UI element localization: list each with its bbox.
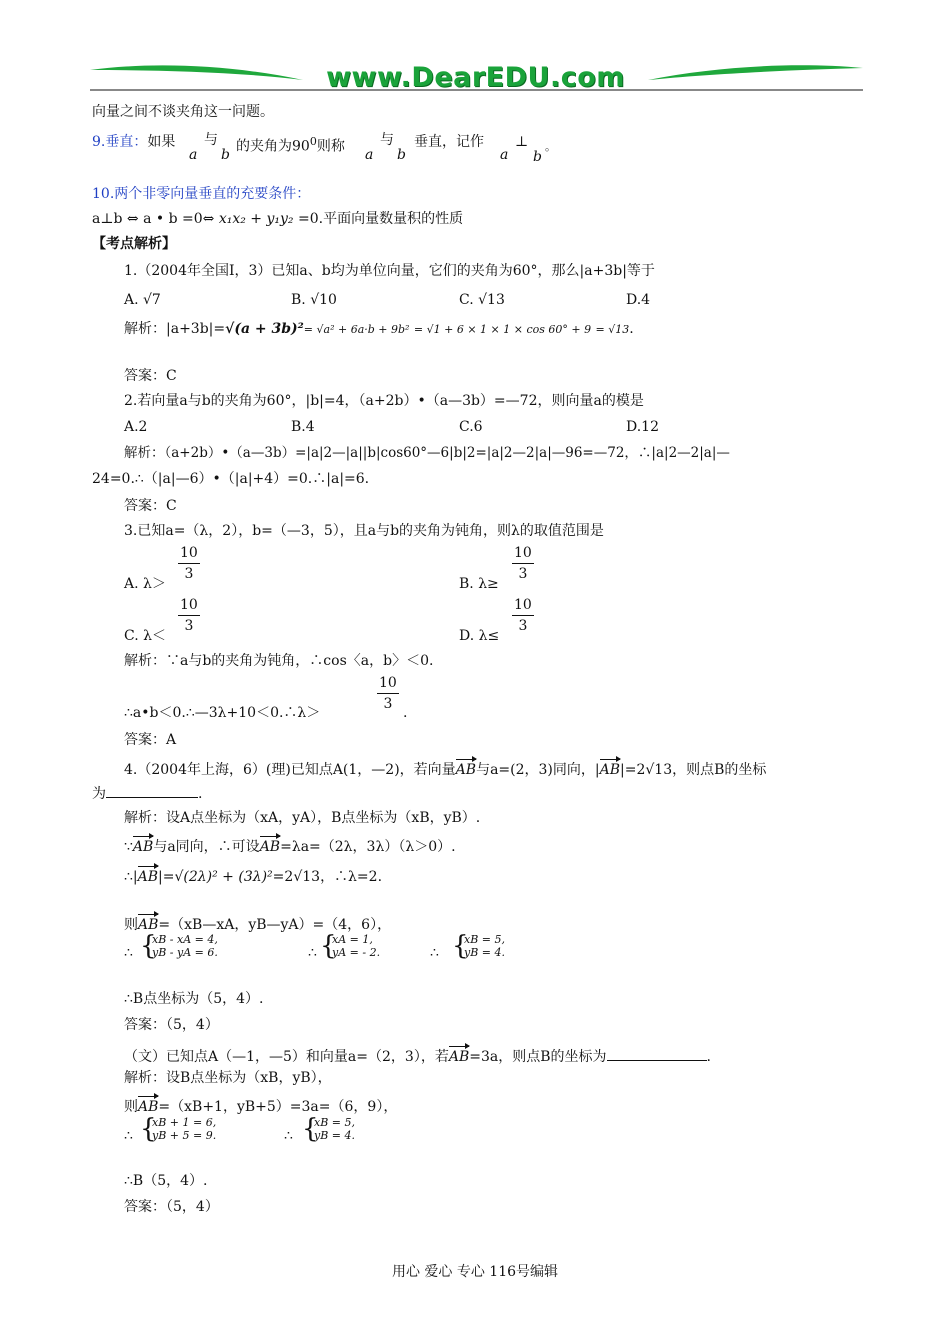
- text: =（xB—xA，yB—yA）=（4，6），: [158, 917, 392, 933]
- text-yu: 与: [380, 132, 394, 148]
- text: 的夹角为90: [236, 138, 310, 155]
- q4-solution-line-4: [124, 916, 391, 934]
- q3-solution-line-2: ∴a•b＜0.∴—3λ+10＜0.∴λ＞: [124, 705, 321, 721]
- equation-row: xB = 5,: [464, 933, 505, 946]
- text: ，则点B的坐标: [672, 762, 767, 778]
- vector-ab: AB: [455, 762, 477, 778]
- q1-option-c: [459, 291, 505, 309]
- perp-symbol: ⊥: [515, 134, 529, 150]
- text: 则称: [316, 138, 345, 155]
- therefore-symbol: ∴: [124, 1128, 133, 1144]
- value: √7: [143, 292, 161, 308]
- text-yu: 与: [204, 132, 218, 148]
- equation-system: { xB = 5, yB = 4.: [302, 1114, 356, 1144]
- var-b: b: [397, 147, 406, 163]
- superscript: 0: [309, 135, 317, 148]
- formula: √(2λ)² + (3λ)²: [174, 869, 273, 885]
- q2-option-c: C.6: [459, 419, 483, 435]
- q4-solution-line-2: [124, 838, 456, 856]
- vector-ab: AB: [599, 762, 621, 778]
- text: =2: [272, 869, 294, 885]
- q2-solution-line-1: 解析：（a+2b）•（a—3b）=|a|2—|a||b|cos60°—6|b|2=|a|2—2|a|—96=—72，∴|a|2—2|a|—: [124, 445, 730, 461]
- text: （文）已知点A（—1，—5）和向量a=（2，3），若: [124, 1049, 449, 1065]
- therefore-symbol: ∴: [430, 945, 439, 961]
- fraction-10-3: [512, 597, 534, 634]
- answer-blank[interactable]: [106, 783, 198, 798]
- denominator: 3: [184, 566, 194, 582]
- therefore-symbol: ∴: [124, 945, 133, 961]
- equation-row: xA = 1,: [332, 933, 373, 946]
- q2-option-d: D.12: [626, 419, 659, 435]
- question-4-line-2: 为 .: [92, 783, 202, 803]
- value: √10: [310, 292, 337, 308]
- text: ∵: [124, 839, 133, 855]
- q3-answer: 答案：A: [124, 732, 177, 748]
- q2-solution-line-2: 24=0.∴（|a|—6）•（|a|+4）=0.∴|a|=6.: [92, 471, 370, 487]
- fraction-10-3: [178, 545, 200, 582]
- text: 与a=(2，3)同向，|: [476, 762, 600, 778]
- numerator: 10: [180, 597, 198, 613]
- q5-solution-line-2: [124, 1098, 397, 1116]
- q3-option-d: D. λ≤: [459, 628, 500, 644]
- equation-row: yB = 4.: [314, 1129, 356, 1142]
- text: 则: [124, 917, 138, 933]
- sqrt-13: √13: [293, 869, 321, 885]
- q3-solution-line-1: 解析：∵a与b的夹角为钝角，∴cos〈a，b〉＜0.: [124, 653, 434, 669]
- text: 与a同向，∴可设: [153, 839, 260, 855]
- text-notation: 垂直，记作: [414, 134, 484, 150]
- vector-ab: AB: [259, 839, 281, 855]
- equation-system: { xB + 1 = 6, yB + 5 = 9.: [140, 1114, 217, 1144]
- numerator: 10: [514, 597, 532, 613]
- label: A.: [124, 292, 139, 308]
- equation-system: { xB - xA = 4, yB - yA = 6.: [140, 931, 218, 961]
- vector-ab: AB: [138, 917, 159, 933]
- equation-row: xB = 5,: [314, 1116, 355, 1129]
- q1-option-d: D.4: [626, 292, 651, 308]
- text: 则: [124, 1099, 138, 1115]
- text: ，∴λ=2.: [320, 869, 383, 885]
- text: |=: [158, 869, 175, 885]
- text: =λa=（2λ，3λ）（λ＞0）.: [280, 839, 456, 855]
- period: 。: [545, 140, 556, 153]
- text: 为: [92, 786, 106, 802]
- var-b: b: [221, 147, 230, 163]
- period: .: [403, 705, 408, 721]
- question-3: 3.已知a=（λ，2），b=（—3，5），且a与b的夹角为钝角，则λ的取值范围是: [124, 523, 604, 539]
- therefore-symbol: ∴: [284, 1128, 293, 1144]
- q2-option-b: B.4: [291, 419, 315, 435]
- label: C.: [459, 292, 474, 308]
- q3-option-a: A. λ＞: [124, 576, 166, 592]
- equation-system: { xA = 1, yA = - 2.: [320, 931, 381, 961]
- answer-blank[interactable]: [607, 1046, 707, 1061]
- numerator: 10: [514, 545, 532, 561]
- intro-text: 向量之间不谈夹角这一问题。: [92, 104, 274, 120]
- section-10-heading: 10.两个非零向量垂直的充要条件：: [92, 186, 311, 202]
- var-b: b: [533, 149, 542, 165]
- q3-option-c: C. λ＜: [124, 628, 166, 644]
- q1-solution: 解析：|a+3b|=√(a + 3b)²= √a² + 6a·b + 9b² = √1 + 6 × 1 × 1 × cos 60° + 9 = √13.: [124, 321, 634, 337]
- text: =（xB+1，yB+5）=3a=（6，9），: [158, 1099, 398, 1115]
- vector-ab: AB: [132, 839, 154, 855]
- section-heading: 【考点解析】: [92, 236, 176, 252]
- q1-option-b: [291, 291, 337, 309]
- vector-ab: AB: [138, 1099, 159, 1115]
- therefore-symbol: ∴: [308, 945, 317, 961]
- equation-row: xB + 1 = 6,: [152, 1116, 217, 1129]
- denominator: 3: [184, 618, 194, 634]
- question-4-wen: （文）已知点A（—1，—5）和向量a=（2，3），若AB=3a，则点B的坐标为 .: [124, 1046, 711, 1066]
- question-2: 2.若向量a与b的夹角为60°，|b|=4，（a+2b）•（a—3b）=—72，则向量a的模是: [124, 393, 644, 409]
- equation-row: xB - xA = 4,: [152, 933, 218, 946]
- denominator: 3: [383, 696, 393, 712]
- var-a: a: [189, 147, 198, 163]
- formula: √(a + 3b)²: [225, 321, 304, 337]
- formula: = √1 + 6 × 1 × 1 × cos 60° + 9: [413, 323, 592, 336]
- var-a: a: [500, 147, 509, 163]
- formula: x₁x₂ + y₁y₂: [218, 211, 294, 227]
- page-footer: 用心 爱心 专心 116号编辑: [391, 1264, 559, 1280]
- q5-solution-line-1: 解析：设B点坐标为（xB，yB），: [124, 1070, 332, 1086]
- question-4-line-1: [124, 761, 766, 779]
- fraction-10-3: [512, 545, 534, 582]
- page-header: [88, 58, 863, 98]
- vector-ab: AB: [137, 869, 159, 885]
- text: ∴|: [124, 869, 138, 885]
- perpendicular-definition: [92, 133, 175, 151]
- equation-row: yB - yA = 6.: [152, 946, 218, 959]
- equation-row: yA = - 2.: [332, 946, 381, 959]
- formula: = √13: [595, 323, 630, 336]
- text: a⊥b ⇔ a • b =0⇔: [92, 211, 215, 227]
- numerator: 10: [379, 675, 397, 691]
- denominator: 3: [518, 566, 528, 582]
- fraction-10-3: [178, 597, 200, 634]
- q4-answer: 答案：（5，4）: [124, 1017, 219, 1033]
- equation-row: yB = 4.: [464, 946, 506, 959]
- equation-row: yB + 5 = 9.: [152, 1129, 217, 1142]
- q4-solution-line-1: 解析：设A点坐标为（xA，yA），B点坐标为（xB，yB）.: [124, 810, 481, 826]
- var-a: a: [365, 147, 374, 163]
- text: =3a，则点B的坐标为: [469, 1049, 607, 1065]
- site-brand: www.DearEDU.com: [326, 62, 625, 93]
- q3-option-b: B. λ≥: [459, 576, 499, 592]
- text-angle: [236, 133, 345, 156]
- text: 4.（2004年上海，6）(理)已知点A(1，—2)，若向量: [124, 762, 456, 778]
- value: √13: [478, 292, 505, 308]
- q1-option-a: [124, 291, 161, 309]
- formula: = √a² + 6a·b + 9b²: [303, 323, 410, 336]
- sqrt-13: √13: [645, 762, 673, 778]
- equation-system: { xB = 5, yB = 4.: [452, 931, 506, 961]
- label: 解析：|a+3b|=: [124, 321, 226, 337]
- q5-solution-line-3: ∴B（5，4）.: [124, 1173, 208, 1189]
- q2-answer: 答案：C: [124, 498, 177, 514]
- text: =0.平面向量数量积的性质: [298, 211, 464, 227]
- perpendicular-condition: [92, 210, 463, 228]
- vector-ab: AB: [448, 1049, 470, 1065]
- numerator: 10: [180, 545, 198, 561]
- q5-answer: 答案：（5，4）: [124, 1199, 219, 1215]
- fraction-10-3: [377, 675, 399, 712]
- label: B.: [291, 292, 306, 308]
- q1-answer: 答案：C: [124, 368, 177, 384]
- perpendicular-label: 9.垂直：: [92, 134, 148, 150]
- q2-option-a: A.2: [124, 419, 148, 435]
- q4-solution-line-3: [124, 868, 382, 886]
- q4-solution-line-5: ∴B点坐标为（5，4）.: [124, 991, 264, 1007]
- denominator: 3: [518, 618, 528, 634]
- text: |=2: [620, 762, 646, 778]
- text: 如果: [147, 134, 176, 150]
- question-1: 1.（2004年全国Ⅰ，3）已知a、b均为单位向量，它们的夹角为60°，那么|a+3b|等于: [124, 263, 655, 279]
